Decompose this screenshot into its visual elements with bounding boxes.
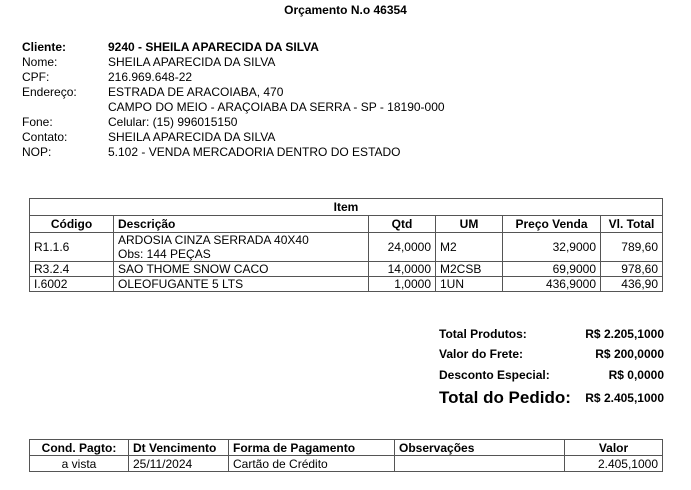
payment-valor: 2.405,1000 [565, 456, 663, 472]
header-observacoes: Observações [395, 440, 565, 456]
table-row [30, 456, 663, 472]
payment-obs [395, 456, 565, 472]
frete-label: Valor do Frete: [439, 347, 524, 361]
header-valor: Valor [565, 440, 663, 456]
items-header-row [30, 216, 663, 233]
payment-forma: Cartão de Crédito [229, 456, 395, 472]
header-total: Vl. Total [601, 216, 663, 233]
item-description [114, 233, 369, 262]
item-total: 789,60 [601, 233, 663, 262]
header-um: UM [436, 216, 503, 233]
table-row [30, 233, 663, 262]
item-description-text: ARDOSIA CINZA SERRADA 40X40 [118, 233, 309, 247]
item-obs: Obs: 144 PEÇAS [118, 247, 211, 261]
name-value: SHEILA APARECIDA DA SILVA [108, 55, 276, 69]
item-qty: 14,0000 [369, 262, 436, 277]
items-table [29, 198, 663, 292]
client-value: 9240 - SHEILA APARECIDA DA SILVA [108, 40, 319, 54]
total-pedido-value: R$ 2.405,1000 [585, 391, 664, 405]
item-price: 69,9000 [503, 262, 601, 277]
item-um: M2 [436, 233, 503, 262]
item-total: 978,60 [601, 262, 663, 277]
payment-cond: a vista [30, 456, 129, 472]
table-row [30, 262, 663, 277]
desconto-value: R$ 0,0000 [608, 368, 664, 382]
item-qty: 24,0000 [369, 233, 436, 262]
item-code: I.6002 [30, 277, 114, 292]
header-qty: Qtd [369, 216, 436, 233]
items-caption: Item [30, 199, 663, 216]
table-row [30, 277, 663, 292]
item-price: 436,9000 [503, 277, 601, 292]
contact-label: Contato: [22, 130, 68, 144]
total-pedido-label: Total do Pedido: [439, 388, 571, 407]
client-label: Cliente: [22, 40, 67, 54]
header-description: Descrição [114, 216, 369, 233]
frete-value: R$ 200,0000 [595, 347, 664, 361]
desconto-label: Desconto Especial: [439, 368, 550, 382]
desconto-row [439, 368, 664, 383]
payment-table [29, 439, 663, 472]
total-produtos-row [439, 327, 664, 342]
frete-row [439, 347, 664, 362]
item-qty: 1,0000 [369, 277, 436, 292]
item-price: 32,9000 [503, 233, 601, 262]
address-value: ESTRADA DE ARACOIABA, 470 [108, 85, 284, 99]
document-title: Orçamento N.o 46354 [284, 3, 407, 17]
item-total: 436,90 [601, 277, 663, 292]
cpf-label: CPF: [22, 70, 50, 84]
item-code: R1.1.6 [30, 233, 114, 262]
total-pedido-row [439, 388, 664, 410]
payment-header-row [30, 440, 663, 456]
item-description: SAO THOME SNOW CACO [114, 262, 369, 277]
address-label: Endereço: [22, 85, 77, 99]
address-line2-value: CAMPO DO MEIO - ARAÇOIABA DA SERRA - SP - 18190-000 [108, 100, 445, 114]
nop-value: 5.102 - VENDA MERCADORIA DENTRO DO ESTADO [108, 145, 401, 159]
header-forma-pagamento: Forma de Pagamento [229, 440, 395, 456]
payment-date: 25/11/2024 [129, 456, 229, 472]
item-description: OLEOFUGANTE 5 LTS [114, 277, 369, 292]
items-caption-row [30, 199, 663, 216]
header-price: Preço Venda [503, 216, 601, 233]
total-produtos-value: R$ 2.205,1000 [585, 327, 664, 341]
cpf-value: 216.969.648-22 [108, 70, 193, 84]
total-produtos-label: Total Produtos: [439, 327, 527, 341]
phone-label: Fone: [22, 115, 53, 129]
header-code: Código [30, 216, 114, 233]
nop-label: NOP: [22, 145, 52, 159]
contact-value: SHEILA APARECIDA DA SILVA [108, 130, 276, 144]
item-um: 1UN [436, 277, 503, 292]
header-dt-vencimento: Dt Vencimento [129, 440, 229, 456]
phone-value: Celular: (15) 996015150 [108, 115, 238, 129]
item-code: R3.2.4 [30, 262, 114, 277]
name-label: Nome: [22, 55, 58, 69]
item-um: M2CSB [436, 262, 503, 277]
header-cond-pagto: Cond. Pagto: [30, 440, 129, 456]
